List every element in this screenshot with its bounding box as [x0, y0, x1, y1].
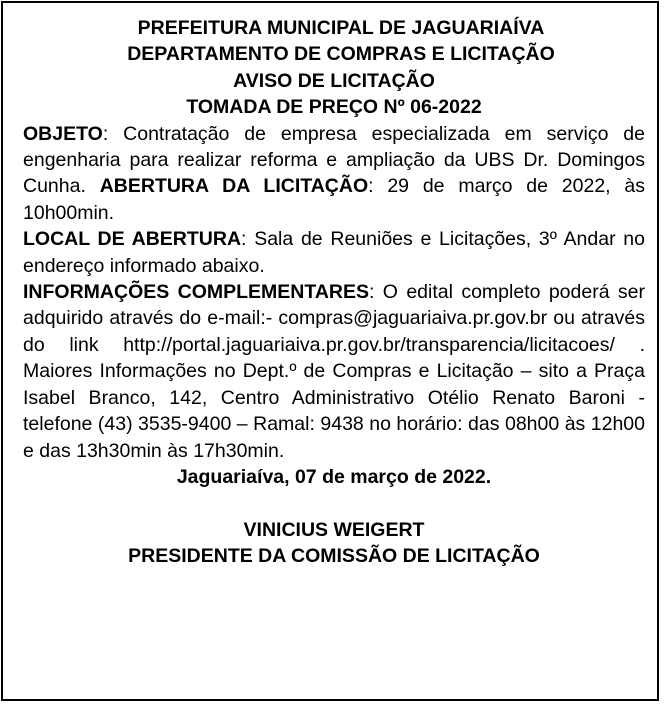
abertura-text: : 29 de março de 2022, às 10h00min.: [23, 175, 645, 224]
info-paragraph: [23, 279, 645, 464]
spacer: [23, 490, 645, 516]
info-label: INFORMAÇÕES COMPLEMENTARES: [23, 281, 370, 304]
notice-content: [23, 15, 645, 570]
signer-name: VINICIUS WEIGERT: [243, 518, 425, 541]
departamento-title: DEPARTAMENTO DE COMPRAS E LICITAÇÃO: [127, 43, 555, 66]
licitacao-notice: [1, 1, 659, 701]
notice-date: Jaguariaíva, 07 de março de 2022.: [176, 465, 492, 488]
prefeitura-title: PREFEITURA MUNICIPAL DE JAGUARIAÍVA: [137, 17, 545, 39]
objeto-label: OBJETO: [23, 122, 103, 145]
local-paragraph: [23, 226, 645, 279]
abertura-label: ABERTURA DA LICITAÇÃO: [99, 175, 369, 198]
tomada-preco-title: TOMADA DE PREÇO Nº 06-2022: [186, 96, 482, 119]
objeto-text: : Contratação de empresa especializada em serviço de engenharia para realizar reforma e ampliação da UBS Dr. Domingos Cunha.: [23, 122, 645, 198]
info-text: : O edital completo poderá ser adquirido através do e-mail:- compras@jaguariaiva.pr.gov.br ou através do link http://portal.jaguariaiva.pr.gov.br/transparencia/licitacoes/ . Maiores Informações no Dept.º de Compras e Licitação – sito a Praça Isabel Branco, 142, Centro Administrativo Otélio Renato Baroni - telefone (43) 3535-9400 – Ramal: 9438 no horário: das 08h00 às 12h00 e das 13h30min às 17h30min.: [23, 281, 645, 462]
notice-body: [23, 121, 645, 227]
aviso-title: AVISO DE LICITAÇÃO: [233, 69, 435, 92]
signer-title: PRESIDENTE DA COMISSÃO DE LICITAÇÃO: [128, 545, 540, 568]
local-text: : Sala de Reuniões e Licitações, 3º Andar no endereço informado abaixo.: [23, 228, 645, 277]
local-label: LOCAL DE ABERTURA: [23, 228, 242, 251]
